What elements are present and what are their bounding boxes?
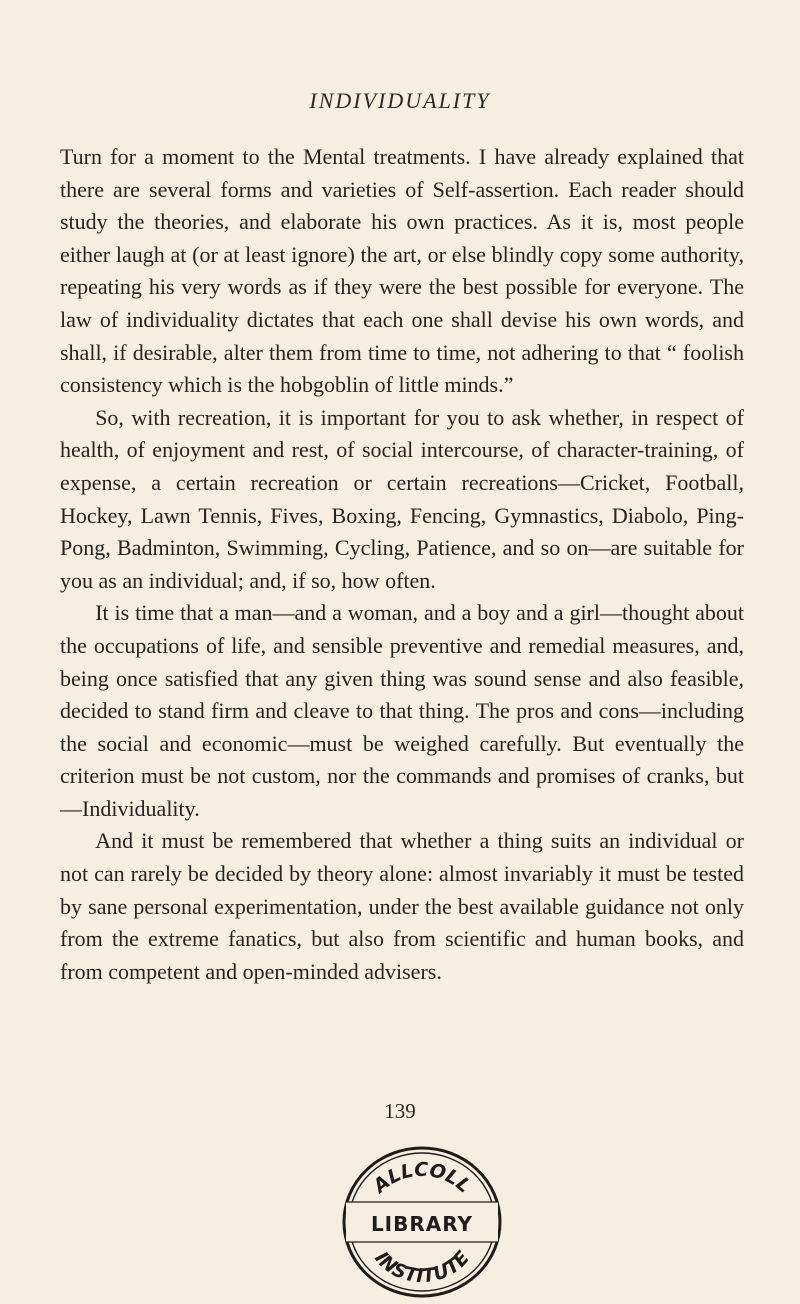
stamp-top-arc-text: ALLCOLL xyxy=(369,1158,476,1198)
paragraph-1: Turn for a moment to the Mental treatments. I have already explained that there are several forms and varieties of Self-assertion. Each reader should study the theories, and elaborate his own practices. As it is, most people either laugh at (or at least ignore) the art, or else blindly copy some authority, repeating his very words as if they were the best possible for everyone. The law of individuality dictates that each one shall devise his own words, and shall, if desirable, alter them from time to time, not adhering to that “ foolish consistency which is the hobgoblin of little minds.” xyxy=(60,144,744,398)
page-number: 139 xyxy=(384,1099,416,1123)
paragraph-2: So, with recreation, it is important for you to ask whether, in respect of health, of enjoyment and rest, of social intercourse, of character-training, of expense, a certain recreation or certain recreations—Cricket, Football, Hockey, Lawn Tennis, Fives, Boxing, Fencing, Gymnastics, Diabolo, Ping-Pong, Badminton, Swimming, Cycling, Patience, and so on—are suitable for you as an individual; and, if so, how often. xyxy=(60,404,744,593)
stamp-bottom-arc-text: INSTITUTE xyxy=(370,1246,474,1288)
paragraph-3: It is time that a man—and a woman, and a boy and a girl—thought about the occupations of life, and sensible preventive and remedial measures, and, being once satisfied that any given thing was sound sense and also feasible, decided to stand firm and cleave to that thing. The pros and cons—including the social and economic—must be weighed carefully. But eventually the criterion must be not custom, nor the commands and promises of cranks, but—Individuality. xyxy=(60,600,744,821)
stamp-center-text: LIBRARY xyxy=(370,1212,474,1236)
body-text xyxy=(60,141,744,988)
library-stamp-seal xyxy=(338,1140,506,1302)
paragraph-4: And it must be remembered that whether a thing suits an individual or not can rarely be decided by theory alone: almost invariably it must be tested by sane personal experimentation, under the best available guidance not only from the extreme fanatics, but also from scientific and human books, and from competent and open-minded advisers. xyxy=(60,828,744,984)
library-stamp xyxy=(338,1140,506,1302)
running-head: INDIVIDUALITY xyxy=(309,88,491,113)
